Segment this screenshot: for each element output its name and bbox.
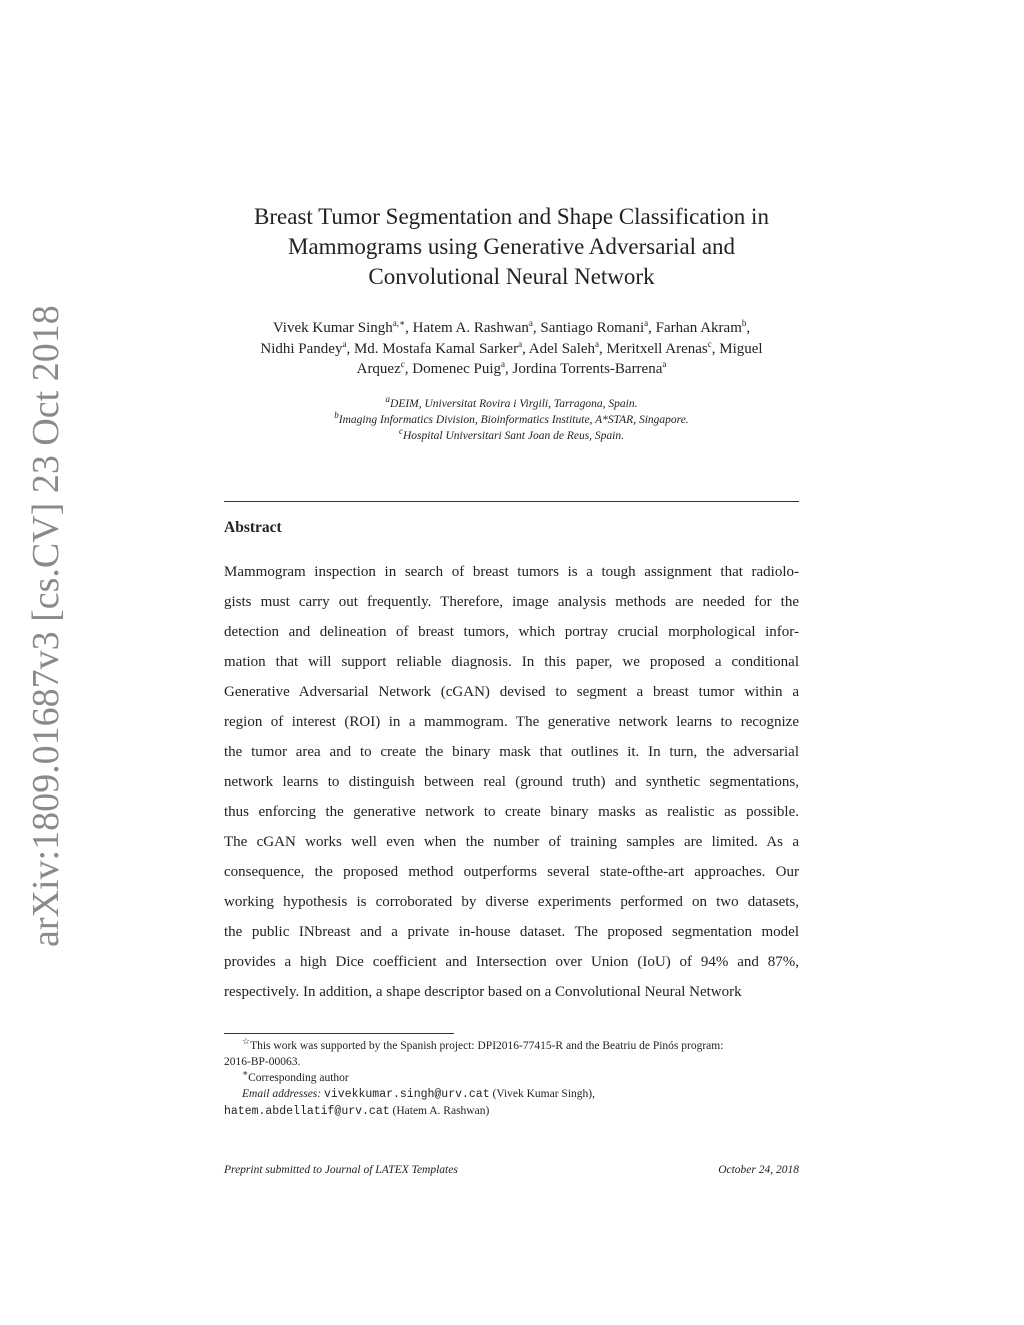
abstract-line: provides a high Dice coefficient and Intersection over Union (IoU) of 94% and 87%, <box>224 954 799 970</box>
author-name: Santiago Romani <box>540 320 645 336</box>
author-name: Nidhi Pandey <box>260 340 343 357</box>
author-affiliation-mark: a,∗ <box>392 318 406 328</box>
affiliations <box>224 396 799 444</box>
author-line-1 <box>224 318 799 339</box>
abstract-line: working hypothesis is corroborated by diverse experiments performed on two datasets, <box>224 894 799 910</box>
author-name: Hatem A. Rashwan <box>412 320 529 336</box>
abstract-line: region of interest (ROI) in a mammogram. The generative network learns to recognize <box>224 714 799 730</box>
funding-text: This work was supported by the Spanish project: DPI2016-77415-R and the Beatriu de Pinós program: <box>250 1040 724 1052</box>
author-affiliation-mark: a <box>501 359 505 369</box>
author-affiliation-mark: b <box>741 318 747 328</box>
funding-mark: ☆ <box>242 1036 251 1047</box>
affiliation-c <box>224 428 799 444</box>
author-name: Jordina Torrents-Barrena <box>512 361 663 377</box>
author-separator: , <box>404 361 413 377</box>
abstract-line: Mammogram inspection in search of breast tumors is a tough assignment that radiolo- <box>224 564 799 580</box>
footer-preprint-note: Preprint submitted to Journal of LATEX Templates <box>224 1164 458 1176</box>
abstract-line: mation that will support reliable diagnosis. In this paper, we proposed a conditional <box>224 654 799 670</box>
abstract-line: consequence, the proposed method outperforms several state-ofthe-art approaches. Our <box>224 864 799 880</box>
affiliation-mark: b <box>334 410 339 421</box>
abstract-line: Generative Adversarial Network (cGAN) devised to segment a breast tumor within a <box>224 684 799 700</box>
email-label: Email addresses: <box>242 1088 322 1100</box>
author-separator: , <box>522 340 529 357</box>
author-separator: , <box>746 320 751 336</box>
affiliation-text: Hospital Universitari Sant Joan de Reus, Spain. <box>402 430 625 442</box>
author-name: Md. Mostafa Kamal Sarker <box>353 340 519 357</box>
affiliation-mark: c <box>398 426 403 437</box>
affiliation-b <box>224 412 799 428</box>
author-line-3 <box>224 359 799 380</box>
affiliation-a <box>224 396 799 412</box>
affiliation-text: Imaging Informatics Division, Bioinformatics Institute, A*STAR, Singapore. <box>338 414 689 426</box>
footnotes <box>224 1038 799 1120</box>
corresponding-footnote <box>224 1070 799 1086</box>
abstract-body <box>224 557 799 1007</box>
email-link-1[interactable]: vivekkumar.singh@urv.cat <box>323 1088 490 1101</box>
footer-date: October 24, 2018 <box>718 1164 799 1176</box>
title-line-3: Convolutional Neural Network <box>368 264 655 289</box>
abstract-top-rule <box>224 501 799 502</box>
funding-footnote-cont: 2016-BP-00063. <box>224 1056 301 1068</box>
author-affiliation-mark: c <box>400 359 405 369</box>
abstract-line: the public INbreast and a private in-house dataset. The proposed segmentation model <box>224 924 799 940</box>
email-owner-2: (Hatem A. Rashwan) <box>392 1105 490 1117</box>
author-separator: , <box>505 361 513 377</box>
corresponding-mark: ∗ <box>242 1068 249 1079</box>
email-owner-1: (Vivek Kumar Singh), <box>492 1088 595 1100</box>
author-name: Miguel <box>719 340 763 357</box>
email-link-2[interactable]: hatem.abdellatif@urv.cat <box>224 1105 390 1118</box>
email-footnote-cont <box>224 1103 799 1120</box>
abstract-line: thus enforcing the generative network to create binary masks as realistic as possible. <box>224 804 799 820</box>
corresponding-text: Corresponding author <box>248 1072 349 1084</box>
author-affiliation-mark: c <box>707 338 712 349</box>
abstract-line: network learns to distinguish between real (ground truth) and synthetic segmentations, <box>224 774 799 790</box>
abstract-heading: Abstract <box>224 519 282 536</box>
author-name: Adel Saleh <box>528 340 596 357</box>
author-name: Meritxell Arenas <box>606 340 708 357</box>
affiliation-mark: a <box>385 394 391 405</box>
abstract-line: the tumor area and to create the binary mask that outlines it. In turn, the adversarial <box>224 744 799 760</box>
email-footnote <box>224 1086 799 1103</box>
author-separator: , <box>532 320 541 336</box>
title-line-2: Mammograms using Generative Adversarial and <box>287 234 736 259</box>
paper-title <box>224 202 799 292</box>
author-separator: , <box>405 320 413 336</box>
author-name: Domenec Puig <box>412 361 501 377</box>
author-affiliation-mark: a <box>528 318 533 328</box>
arxiv-stamp: arXiv:1809.01687v3 [cs.CV] 23 Oct 2018 <box>25 305 67 947</box>
author-list <box>224 318 799 380</box>
author-affiliation-mark: a <box>595 338 600 349</box>
author-separator: , <box>711 340 720 357</box>
abstract-line: detection and delineation of breast tumors, which portray crucial morphological infor- <box>224 624 799 640</box>
author-name: Vivek Kumar Singh <box>272 320 393 336</box>
author-separator: , <box>599 340 607 357</box>
abstract-line: respectively. In addition, a shape descriptor based on a Convolutional Neural Network <box>224 984 742 1000</box>
abstract-line: The cGAN works well even when the number of training samples are limited. As a <box>224 834 799 850</box>
author-name: Arquez <box>356 361 401 377</box>
author-separator: , <box>346 340 354 357</box>
affiliation-text: DEIM, Universitat Rovira i Virgili, Tarragona, Spain. <box>390 398 638 410</box>
author-affiliation-mark: a <box>644 318 649 328</box>
abstract-line: gists must carry out frequently. Therefore, image analysis methods are needed for the <box>224 594 799 610</box>
title-line-1: Breast Tumor Segmentation and Shape Classification in <box>254 204 769 229</box>
author-affiliation-mark: a <box>342 338 347 349</box>
author-affiliation-mark: a <box>518 338 523 349</box>
footnote-rule <box>224 1033 454 1034</box>
author-line-2 <box>224 339 799 360</box>
funding-footnote <box>224 1038 799 1054</box>
author-name: Farhan Akram <box>655 320 742 336</box>
author-affiliation-mark: a <box>662 359 667 369</box>
author-separator: , <box>648 320 656 336</box>
